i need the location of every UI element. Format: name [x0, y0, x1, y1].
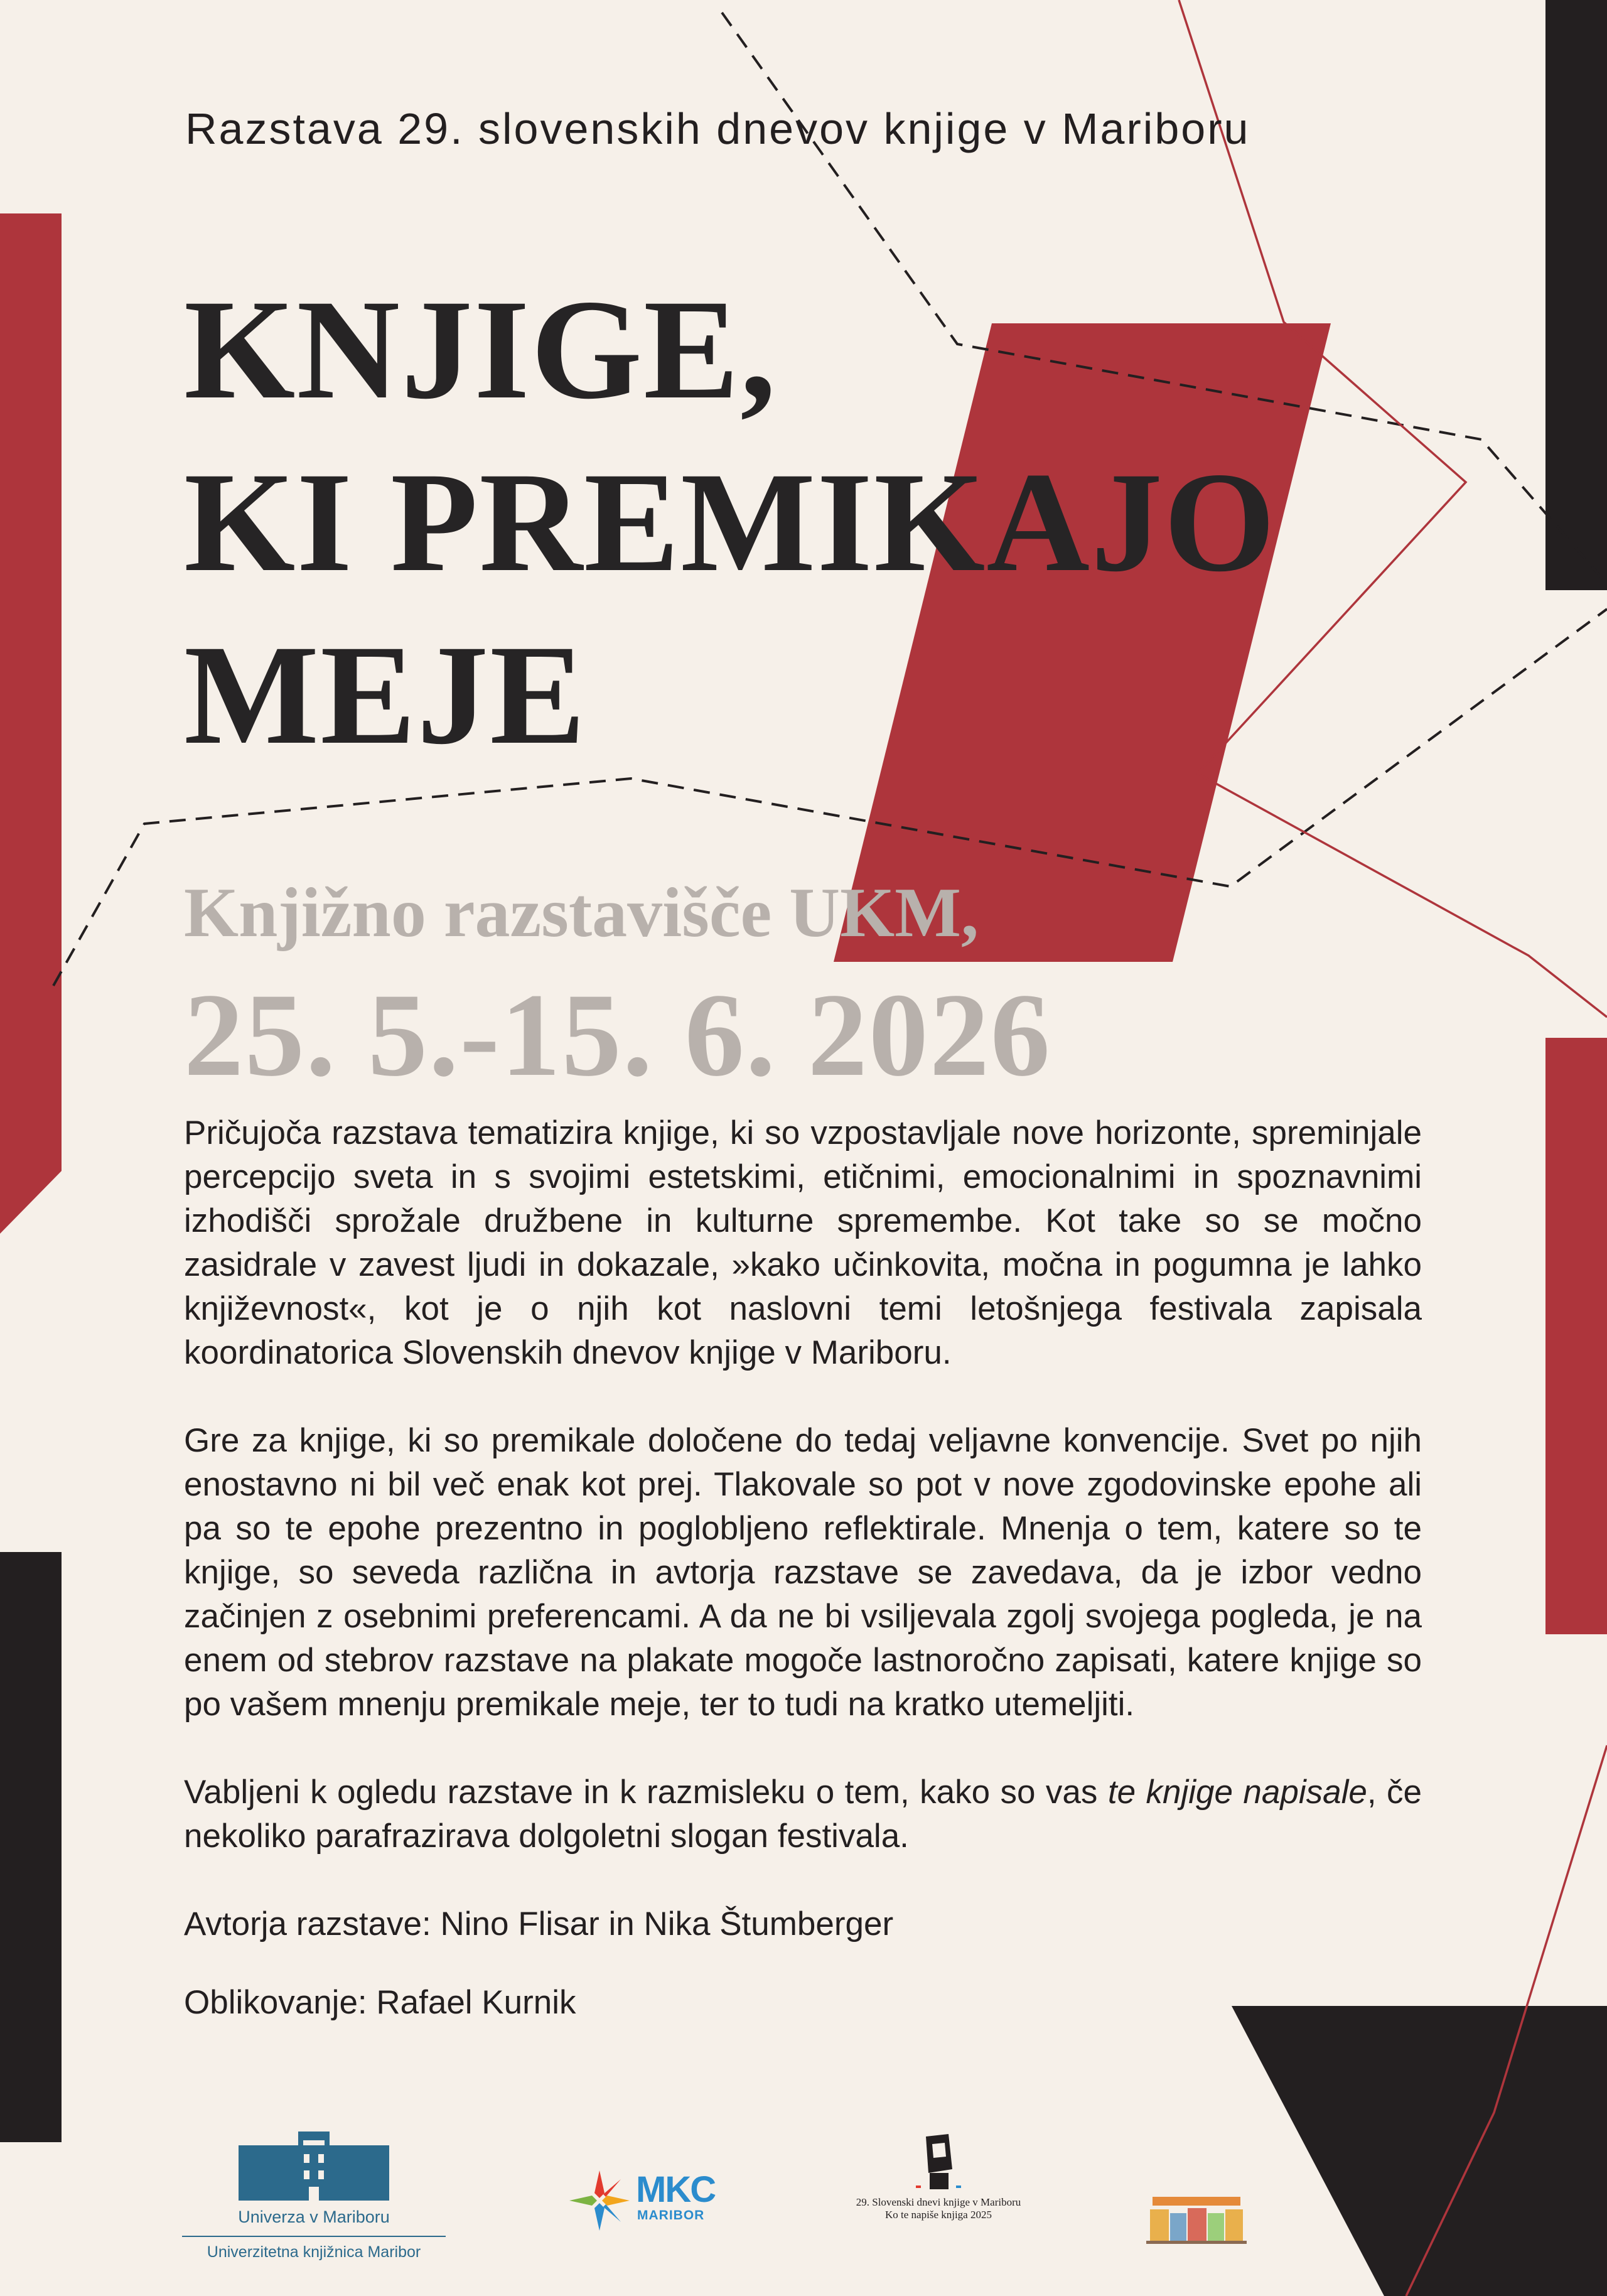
design-credit: Oblikovanje: Rafael Kurnik: [184, 1984, 576, 2021]
book-days-logo: [838, 2132, 1039, 2221]
university-building-icon: [239, 2132, 389, 2201]
venue: Knjižno razstavišče UKM,: [184, 874, 979, 952]
university-name: Univerza v Mariboru: [238, 2207, 390, 2226]
right-red-bar: [1545, 1038, 1607, 1634]
townhouses-icon: [1146, 2194, 1247, 2245]
exhibition-dates: 25. 5.-15. 6. 2026: [184, 969, 1051, 1101]
title-line-2: KI PREMIKAJO: [184, 443, 1277, 601]
paragraph-1: Pričujoča razstava tematizira knjige, ki so vzpostavljale nove horizonte, spreminjale percepcijo sveta in s svojimi estetskimi, etičnimi, emocionalnimi in spoznavnimi izhodišči sprožale družbene in kulturne spremembe. Kot take so se močno zasidrale v zavest ljudi in dokazale, »kako učinkovita, močna in pogumna je lahko književnost«, kot je o njih kot naslovni temi letošnjega festivala zapisala koordinatorica Slovenskih dnevov knjige v Mariboru.: [184, 1114, 1422, 1371]
town-illustration-logo: [1146, 2194, 1247, 2245]
library-name: Univerzitetna knjižnica Maribor: [207, 2243, 421, 2261]
logo-divider: [182, 2236, 446, 2237]
mkc-name: MKC: [636, 2169, 716, 2210]
left-red-bar: [0, 213, 62, 1234]
paragraph-3-italic: te knjige napisale: [1107, 1774, 1367, 1811]
mkc-logo: [568, 2169, 716, 2232]
exhibition-title: [184, 264, 1276, 782]
book-days-line-2: Ko te napiše knjiga 2025: [885, 2209, 992, 2221]
star-burst-icon: [568, 2169, 631, 2232]
paragraph-3-end: , če nekoliko parafrazirava dolgoletni slogan festivala.: [184, 1774, 1422, 1855]
paragraph-3-start: Vabljeni k ogledu razstave in k razmisleku o tem, kako so vas: [184, 1774, 1108, 1811]
title-line-1: KNJIGE,: [184, 271, 778, 429]
exhibition-subtitle: Razstava 29. slovenskih dnevov knjige v Mariboru: [185, 104, 1250, 153]
left-black-bar: [0, 1552, 62, 2142]
title-line-3: MEJE: [184, 616, 587, 774]
body-text: [184, 1111, 1422, 2059]
paragraph-3: [184, 1771, 1422, 1858]
right-black-bar: [1545, 0, 1607, 590]
fist-book-icon: [913, 2132, 964, 2192]
university-logo: [182, 2132, 446, 2261]
mkc-subtitle: MARIBOR: [637, 2208, 705, 2223]
paragraph-2: Gre za knjige, ki so premikale določene do tedaj veljavne konvencije. Svet po njih enostavno ni bil več enak kot prej. Tlakovale so pot v nove zgodovinske epohe ali pa so te epohe prezentno in poglobljeno reflektirale. Mnenja o tem, katere so te knjige, so seveda različna in avtorja razstave se zavedava, da je izbor vedno začinjen z osebnimi preferencami. A da ne bi vsiljevala zgolj svojega pogleda, je na enem od stebrov razstave na plakate mogoče lastnoročno zapisati, katere knjige so po vašem mnenju premikale meje, ter to tudi na kratko utemeljiti.: [184, 1422, 1422, 1723]
book-days-line-1: 29. Slovenski dnevi knjige v Mariboru: [856, 2196, 1021, 2208]
authors-credit: Avtorja razstave: Nino Flisar in Nika Štumberger: [184, 1905, 894, 1943]
